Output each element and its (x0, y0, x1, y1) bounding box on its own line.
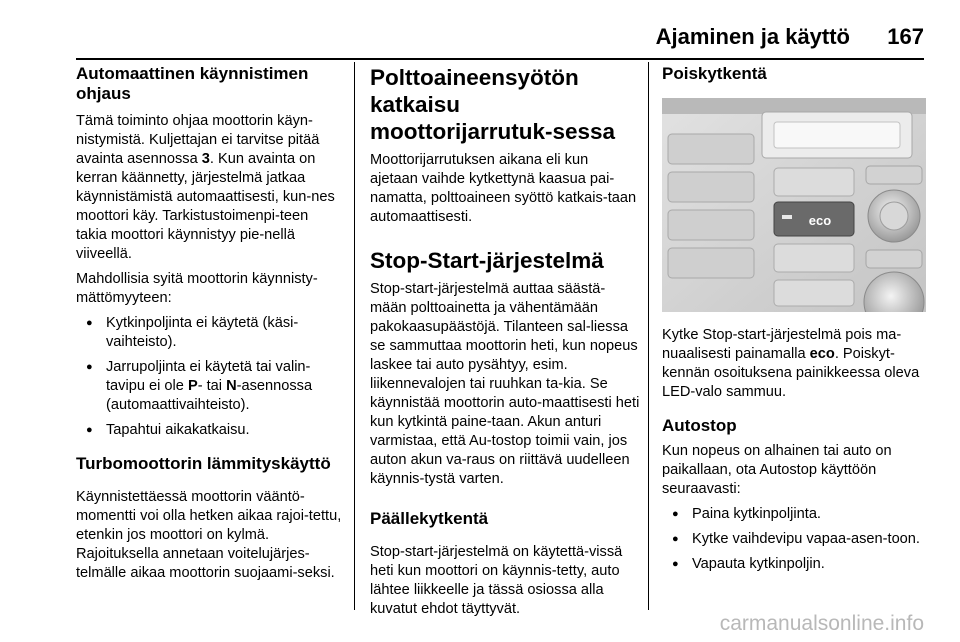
list-item: ● Vapauta kytkinpoljin. (662, 555, 926, 574)
list-item: ● Kytkinpoljinta ei käytetä (käsi-vaihteisto). (76, 314, 342, 352)
section-heading: Turbomoottorin lämmityskäyttö (76, 454, 331, 473)
paragraph: Moottorijarrutuksen aikana eli kun ajetaan vaihde kytkettynä kaasua pai-namatta, polttoaineen syöttö katkais-taan automaattisesti. (370, 152, 637, 225)
list-item: ● Paina kytkinpoljinta. (662, 505, 926, 524)
center-console-illustration (662, 98, 926, 312)
console-figure (662, 98, 926, 312)
subsection-heading: Autostop (662, 416, 737, 435)
paragraph: Stop-start-järjestelmä on käytettä-vissä heti kun moottori on käynnis-tetty, auto lähtee liikkeelle ja tässä osiossa alla kuvatut ehdot täyttyvät. (370, 544, 623, 617)
bullet-list (76, 314, 342, 440)
section-heading: Polttoaineensyötön katkaisu moottorijarrutuk-sessa (370, 65, 616, 144)
paragraph: Käynnistettäessä moottorin vääntö-momentti voi olla hetken aikaa rajoi-tettu, etenkin jos moottori on kylmä. Rajoituksella annetaan voitelujärjes-telmälle aikaa moottorin suojaami-seksi. (76, 489, 342, 581)
column-1 (76, 64, 342, 583)
bullet-list (662, 505, 926, 574)
list-item: ● Kytke vaihdevipu vapaa-asen-toon. (662, 530, 926, 549)
section-heading: Automaattinen käynnistimen ohjaus (76, 64, 309, 103)
header-rule (76, 58, 924, 60)
paragraph: Mahdollisia syitä moottorin käynnisty-mättömyyteen: (76, 271, 318, 306)
list-item: ● Tapahtui aikakatkaisu. (76, 421, 342, 440)
page-number: 167 (887, 24, 924, 49)
paragraph: Kun nopeus on alhainen tai auto on paikallaan, ota Autostop käyttöön seuraavasti: (662, 443, 892, 497)
paragraph: Tämä toiminto ohjaa moottorin käyn-nistymistä. Kuljettajan ei tarvitse pitää avainta asennossa 3. Kun avainta on kerran käännetty, järjestelmä jatkaa käynnistämistä automaattisesti, kun-nes moottori käy. Tarkistustoimenpi-teen takia moottori käynnistyy pie-nellä viiveellä. (76, 113, 335, 262)
eco-button-label: eco (808, 213, 832, 228)
list-item: ● Jarrupoljinta ei käytetä tai valin-tavipu ei ole P- tai N-asennossa (automaattivaihteisto). (76, 358, 342, 415)
running-title: Ajaminen ja käyttö (655, 24, 850, 49)
subsection-heading: Poiskytkentä (662, 64, 767, 83)
watermark: carmanualsonline.info (719, 612, 924, 635)
column-divider (354, 62, 355, 610)
page-header (0, 10, 960, 50)
subsection-heading: Päällekytkentä (370, 509, 489, 528)
column-2 (370, 64, 640, 619)
section-heading: Stop-Start-järjestelmä (370, 248, 604, 273)
figure-caption: Kytke Stop-start-järjestelmä pois ma-nuaalisesti painamalla eco. Poiskyt-kennän osoituksena painikkeessa oleva LED-valo sammuu. (662, 327, 920, 400)
column-divider (648, 62, 649, 610)
paragraph: Stop-start-järjestelmä auttaa säästä-mään polttoainetta ja vähentämään pakokaasupäästöjä. Tilanteen sal-liessa se sammuttaa moottorin heti, kun nopeus laskee tai auto pysähtyy, esim. liikennevalojen tai ruuhkan ta-kia. Se käynnistää moottorin auto-maattisesti heti kun kytkintä paine-taan. Akun anturi varmistaa, että Au-tostop toimii vain, jos auton akun va-raus on riittävä uudelleen käynnis-tystä varten. (370, 281, 640, 487)
column-3 (662, 64, 926, 580)
